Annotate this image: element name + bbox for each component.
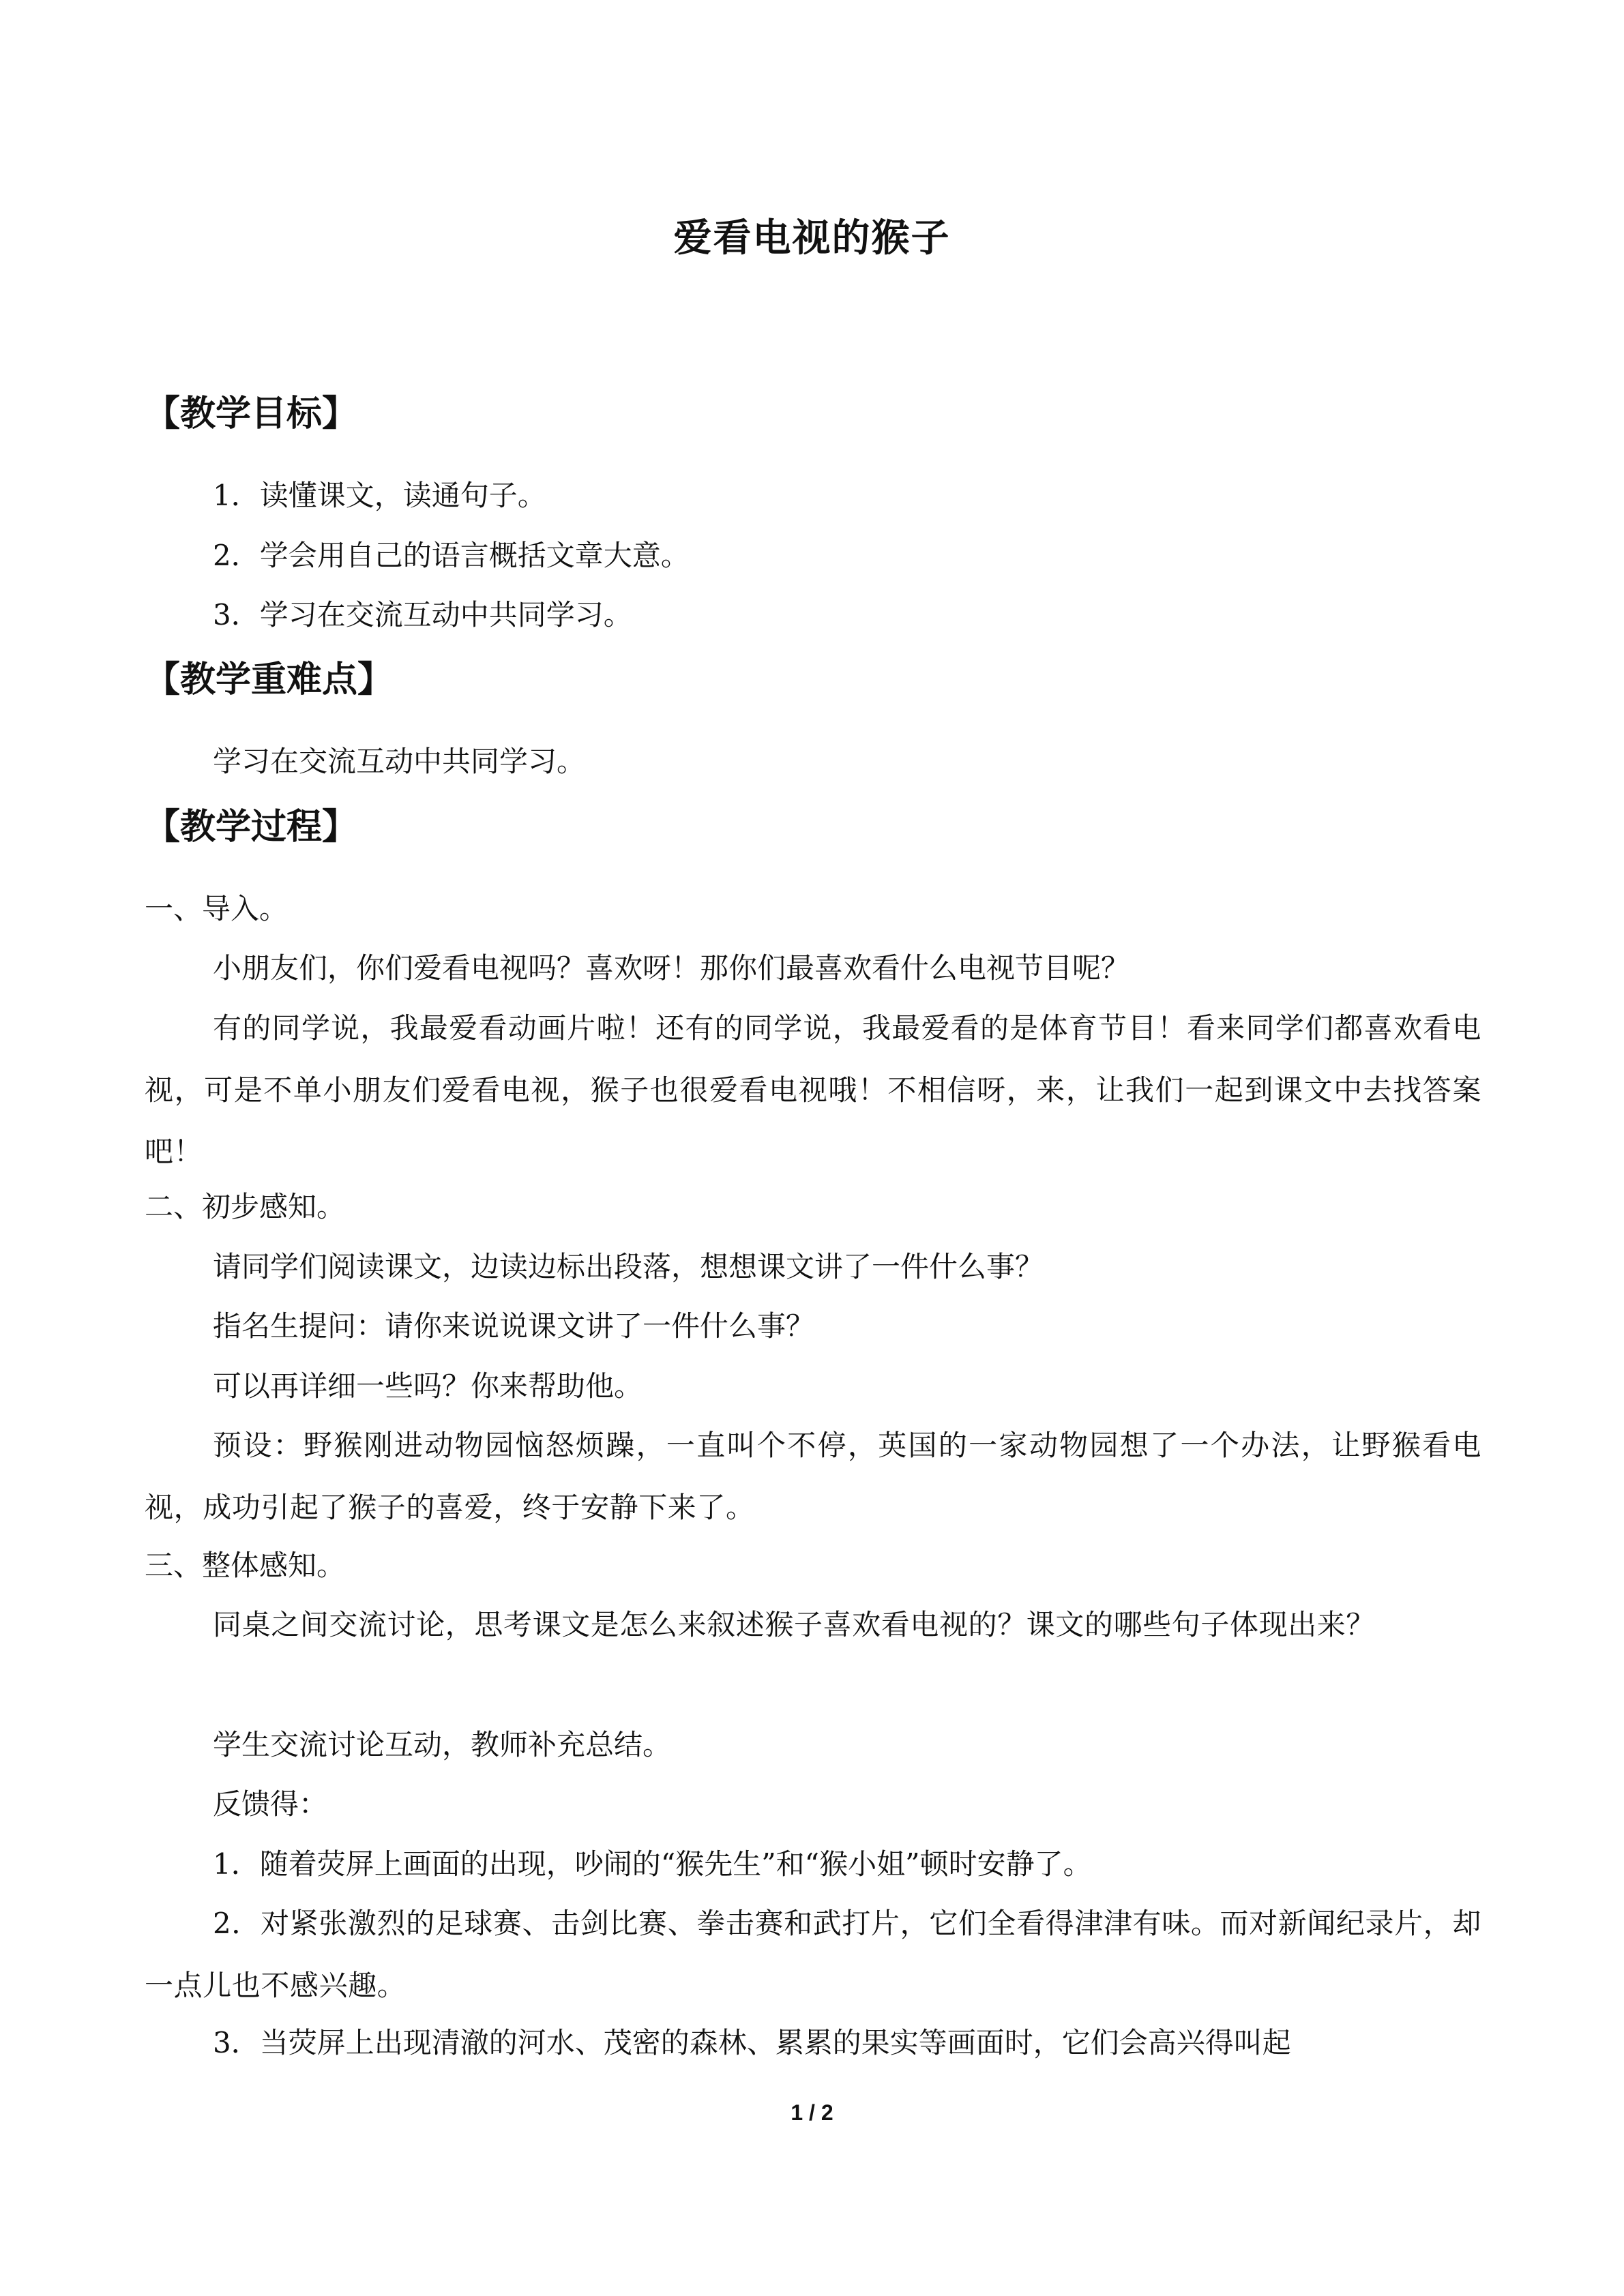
part3-paragraph-5: 2．对紧张激烈的足球赛、击剑比赛、拳击赛和武打片，它们全看得津津有味。而对新闻纪录片，却一点儿也不感兴趣。 [145,1907,1481,2002]
process-heading: 【教学过程】 [145,807,358,848]
key-points-heading: 【教学重难点】 [145,659,394,700]
part3-paragraph-3: 反馈得： [213,1787,328,1821]
objective-item-2: 2．学会用自己的语言概括文章大意。 [213,539,690,572]
part3-paragraph-1: 同桌之间交流讨论，思考课文是怎么来叙述猴子喜欢看电视的？课文的哪些句子体现出来？ [213,1608,1376,1641]
page-title: 爱看电视的猴子 [673,216,951,260]
objective-item-1: 1．读懂课文，读通句子。 [213,479,546,512]
objective-item-3: 3．学习在交流互动中共同学习。 [213,598,632,631]
part3-paragraph-6: 3．当荧屏上出现清澈的河水、茂密的森林、累累的果实等画面时，它们会高兴得叫起 [213,2026,1291,2059]
objectives-heading: 【教学目标】 [145,393,358,434]
part2-paragraph-1: 请同学们阅读课文，边读边标出段落，想想课文讲了一件什么事？ [213,1250,1044,1283]
part3-paragraph-4: 1．随着荧屏上画面的出现，吵闹的“猴先生”和“猴小姐”顿时安静了。 [213,1847,1092,1881]
part1-paragraph-1: 小朋友们，你们爱看电视吗？喜欢呀！那你们最喜欢看什么电视节目呢？ [213,951,1130,985]
part3-title: 三、整体感知。 [145,1549,346,1582]
page-number: 1 / 2 [791,2100,833,2125]
part3-paragraph-2: 学生交流讨论互动，教师补充总结。 [213,1728,672,1761]
part2-paragraph-2: 指名生提问：请你来说说课文讲了一件什么事？ [213,1309,815,1343]
part1-title: 一、导入。 [145,892,289,925]
key-points-text: 学习在交流互动中共同学习。 [213,745,586,778]
part1-paragraph-2: 有的同学说，我最爱看动画片啦！还有的同学说，我最爱看的是体育节目！看来同学们都喜欢看电视，可是不单小朋友们爱看电视，猴子也很爱看电视哦！不相信呀，来，让我们一起到课文中去找答案吧！ [145,1011,1481,1168]
part2-paragraph-3: 可以再详细一些吗？你来帮助他。 [213,1369,643,1403]
part2-title: 二、初步感知。 [145,1190,346,1223]
part2-paragraph-4: 预设：野猴刚进动物园恼怒烦躁，一直叫个不停，英国的一家动物园想了一个办法，让野猴看电视，成功引起了猴子的喜爱，终于安静下来了。 [145,1429,1481,1524]
